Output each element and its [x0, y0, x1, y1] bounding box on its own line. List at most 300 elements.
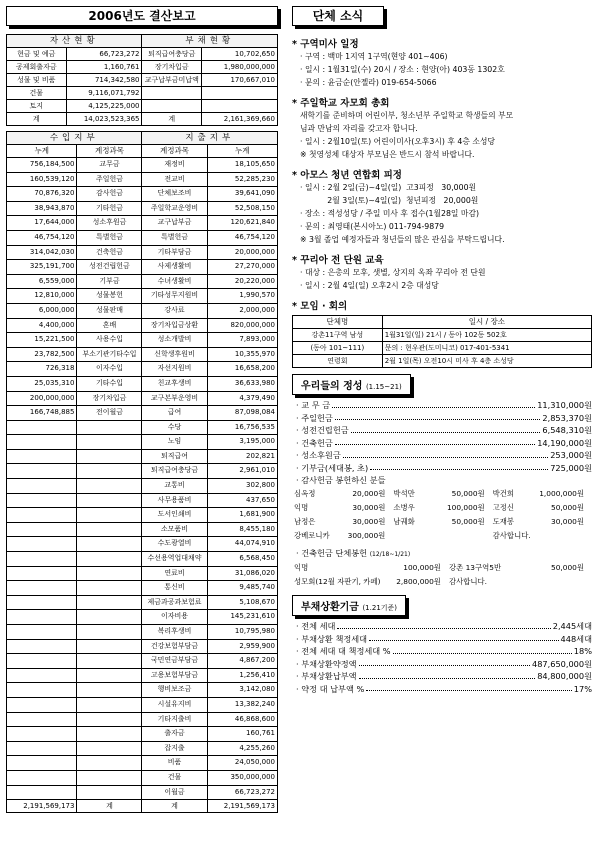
income-total-cell: 4,400,000	[7, 318, 77, 333]
expense-total-cell: 437,650	[207, 493, 277, 508]
asset-label: 공제회출자금	[7, 61, 67, 74]
donor-entry	[393, 529, 492, 543]
empty-cell	[77, 770, 142, 785]
expense-total-cell: 13,382,240	[207, 697, 277, 712]
table-row	[7, 581, 278, 596]
expense-total-cell: 31,086,020	[207, 566, 277, 581]
donor-name: 익명	[294, 503, 309, 512]
income-account-cell: 부소기관기타수입	[77, 347, 142, 362]
income-total-cell: 38,943,870	[7, 201, 77, 216]
donor-amount: 50,000원	[551, 503, 584, 512]
debt-row-value: 448세대	[560, 633, 592, 644]
meeting-info: 1월31일(일) 21시 / 동아 102동 502호	[382, 329, 591, 342]
empty-cell	[77, 435, 142, 450]
balance-row	[7, 74, 278, 87]
table-row	[7, 362, 278, 377]
expense-header: 지출지부	[142, 132, 278, 145]
expense-total-cell: 10,355,970	[207, 347, 277, 362]
offering-row-value: 253,000원	[550, 450, 592, 460]
expense-total-label: 계	[142, 800, 207, 813]
section-title: * 모임 · 회의	[292, 301, 348, 312]
income-header: 수입지부	[7, 132, 142, 145]
expense-account-cell: 자선지원비	[142, 362, 207, 377]
expense-account-cell: 고용보험부담금	[142, 668, 207, 683]
offering-row-label: · 건축헌금	[296, 437, 333, 448]
debt-row	[292, 658, 592, 671]
expense-total-cell: 160,761	[207, 727, 277, 742]
section-line: ※ 첫영성체 대상자 부모님은 반드시 참석 바랍니다.	[300, 150, 475, 159]
section-body	[292, 50, 592, 89]
empty-cell	[77, 756, 142, 771]
expense-total-cell: 1,256,410	[207, 668, 277, 683]
income-total-cell: 166,748,885	[7, 406, 77, 421]
expense-account-cell: 수녀생활비	[142, 274, 207, 289]
donor-entry	[493, 515, 592, 529]
income-account-cell: 성전건립헌금	[77, 260, 142, 275]
table-row	[7, 303, 278, 318]
income-total-cell: 70,876,320	[7, 187, 77, 202]
expense-total-cell: 4,379,490	[207, 391, 277, 406]
table-row	[7, 318, 278, 333]
liability-label: 장기차입금	[142, 61, 202, 74]
table-row	[7, 522, 278, 537]
expense-col-account: 계정과목	[142, 145, 207, 158]
table-row	[7, 537, 278, 552]
donor-amount: 300,000원	[347, 531, 386, 540]
expense-total-cell: 120,621,840	[207, 216, 277, 231]
empty-cell	[77, 508, 142, 523]
empty-cell	[77, 668, 142, 683]
table-row	[7, 683, 278, 698]
income-account-cell: 성물판매	[77, 303, 142, 318]
expense-total-cell: 4,255,260	[207, 741, 277, 756]
income-account-cell: 기부금	[77, 274, 142, 289]
empty-cell	[7, 668, 77, 683]
liability-label: 교구납부금미납액	[142, 74, 202, 87]
expense-account-cell: 기타성무지원비	[142, 289, 207, 304]
group-donor-row	[292, 561, 592, 575]
empty-cell	[7, 566, 77, 581]
expense-total-cell: 3,195,000	[207, 435, 277, 450]
expense-total-cell: 2,961,010	[207, 464, 277, 479]
offering-row-leader	[335, 437, 535, 446]
section-line: 새학기를 준비하며 어린이부, 청소년부 주일학교 학생들의 부모	[300, 111, 514, 120]
income-total-cell: 200,000,000	[7, 391, 77, 406]
empty-cell	[77, 552, 142, 567]
expense-total-cell: 10,795,980	[207, 625, 277, 640]
expense-account-cell: 친교후생비	[142, 376, 207, 391]
expense-account-cell: 교통비	[142, 479, 207, 494]
empty-cell	[77, 493, 142, 508]
section-title: * 꾸리아 전 단원 교육	[292, 255, 384, 266]
offering-row-label: · 교 무 금	[296, 400, 331, 410]
expense-account-cell: 급여	[142, 406, 207, 421]
offering-row-leader	[370, 462, 548, 471]
debt-row-leader	[393, 645, 572, 654]
group-donor-right	[449, 561, 592, 575]
empty-cell	[77, 595, 142, 610]
expense-account-cell: 기타지출비	[142, 712, 207, 727]
income-account-cell: 장기차입금	[77, 391, 142, 406]
debt-row	[292, 633, 592, 646]
debt-title: 부채상환기금 (1.21기준)	[292, 595, 406, 616]
donor-name: 감사합니다.	[492, 531, 531, 540]
empty-cell	[7, 508, 77, 523]
expense-account-cell: 잡지출	[142, 741, 207, 756]
income-account-cell: 기타수입	[77, 376, 142, 391]
empty-cell	[7, 639, 77, 654]
expense-account-cell: 사제생활비	[142, 260, 207, 275]
expense-account-cell: 장기차입금상환	[142, 318, 207, 333]
table-row	[7, 347, 278, 362]
donor-name: 소병우	[393, 503, 415, 512]
debt-row-leader	[337, 620, 550, 629]
donor-name: 박석만	[393, 489, 415, 498]
section-line: · 대상 : 은총의 모후, 샛별, 상지의 옥좌 꾸리아 전 단원	[300, 268, 486, 277]
asset-value: 4,125,225,000	[66, 100, 142, 113]
income-total-cell: 12,810,000	[7, 289, 77, 304]
group-donor-amount: 100,000원	[403, 563, 441, 572]
debt-row-value: 487,650,000원	[532, 658, 592, 669]
table-row	[7, 552, 278, 567]
donor-amount: 30,000원	[352, 517, 386, 526]
expense-total-cell: 302,800	[207, 479, 277, 494]
expense-account-cell: 소모품비	[142, 522, 207, 537]
section-title: * 구역미사 일정	[292, 39, 359, 50]
donor-entry	[493, 529, 592, 543]
empty-cell	[77, 581, 142, 596]
group-title: · 건축헌금 단체봉헌 (12/18~1/21)	[296, 548, 411, 558]
debt-row-label: · 부채상환납부액	[296, 671, 357, 681]
group-donor-left	[294, 575, 449, 589]
donor-name: 심옥정	[294, 489, 316, 498]
debt-row-leader	[366, 683, 572, 692]
offering-row	[292, 412, 592, 425]
table-row	[7, 697, 278, 712]
expense-account-cell: 성소개발비	[142, 333, 207, 348]
meeting-table	[292, 315, 592, 368]
table-row	[7, 654, 278, 669]
meeting-group: 연령회	[293, 355, 383, 368]
expense-total-cell: 27,270,000	[207, 260, 277, 275]
expense-total-cell: 145,231,610	[207, 610, 277, 625]
empty-cell	[77, 610, 142, 625]
offering-row-label: · 주일헌금	[296, 412, 333, 423]
table-row	[7, 216, 278, 231]
table-row	[7, 479, 278, 494]
table-row	[7, 172, 278, 187]
table-row	[7, 289, 278, 304]
liability-value	[202, 100, 278, 113]
expense-account-cell: 사무용품비	[142, 493, 207, 508]
asset-value: 1,160,761	[66, 61, 142, 74]
empty-cell	[7, 522, 77, 537]
table-row	[7, 668, 278, 683]
table-row	[7, 201, 278, 216]
balance-row	[7, 48, 278, 61]
expense-total-cell: 1,990,570	[207, 289, 277, 304]
income-total: 2,191,569,173	[7, 800, 77, 813]
section-line: 2월 3일(토)~4일(일) 청년피정 20,000원	[300, 196, 479, 205]
section-body	[292, 109, 592, 161]
empty-cell	[7, 595, 77, 610]
expense-total-cell: 46,754,120	[207, 230, 277, 245]
empty-cell	[77, 741, 142, 756]
meeting-group: (동아 101~111)	[293, 342, 383, 355]
offerings-list	[292, 399, 592, 474]
empty-cell	[77, 464, 142, 479]
empty-cell	[7, 479, 77, 494]
debt-row-value: 18%	[573, 646, 592, 656]
expense-account-cell: 특별헌금	[142, 230, 207, 245]
expense-account-cell: 제금과공과보험료	[142, 595, 207, 610]
expense-total-cell: 36,633,980	[207, 376, 277, 391]
liability-value: 2,161,369,660	[202, 113, 278, 126]
donor-name: 남궤화	[393, 517, 415, 526]
offering-row-leader	[343, 449, 548, 458]
empty-cell	[7, 610, 77, 625]
section-body	[292, 266, 592, 292]
table-row	[7, 406, 278, 421]
expense-account-cell: 연료비	[142, 566, 207, 581]
asset-label: 성물 및 비품	[7, 74, 67, 87]
empty-cell	[7, 727, 77, 742]
empty-cell	[7, 449, 77, 464]
debt-row-leader	[369, 633, 558, 642]
income-account-cell: 혼배	[77, 318, 142, 333]
expense-total-cell: 18,105,650	[207, 158, 277, 173]
income-account-cell: 성소후원금	[77, 216, 142, 231]
expense-account-cell: 신학생후원비	[142, 347, 207, 362]
income-total-cell: 6,000,000	[7, 303, 77, 318]
debt-row-leader	[359, 658, 530, 667]
empty-cell	[7, 741, 77, 756]
liabilities-header: 부채현황	[142, 35, 278, 48]
empty-cell	[7, 435, 77, 450]
income-account-cell: 전이월금	[77, 406, 142, 421]
offering-row-leader	[335, 412, 541, 421]
news-column	[292, 6, 592, 695]
empty-cell	[77, 712, 142, 727]
table-row	[7, 610, 278, 625]
expense-account-cell: 교구납부금	[142, 216, 207, 231]
liability-value	[202, 87, 278, 100]
section-title: * 주일학교 자모회 총회	[292, 98, 390, 109]
asset-label: 건물	[7, 87, 67, 100]
donor-name: 도재봉	[492, 517, 515, 526]
liability-label: 퇴직급여충당금	[142, 48, 202, 61]
table-row	[7, 595, 278, 610]
table-row	[7, 391, 278, 406]
expense-account-cell: 행비보조금	[142, 683, 207, 698]
balance-table	[6, 34, 278, 126]
table-row	[7, 158, 278, 173]
expense-total-cell: 2,000,000	[207, 303, 277, 318]
donor-amount: 50,000원	[451, 489, 485, 498]
empty-cell	[7, 785, 77, 800]
offerings-title: 우리들의 정성 (1.15~21)	[292, 374, 411, 395]
expense-total-cell: 46,868,600	[207, 712, 277, 727]
empty-cell	[7, 552, 77, 567]
expense-col-total: 누계	[207, 145, 277, 158]
liability-label	[142, 100, 202, 113]
group-donor-amount: 50,000원	[551, 563, 584, 572]
offering-row-value: 6,548,310원	[542, 425, 592, 435]
debt-row-label: · 약정 대 납부액 %	[296, 683, 365, 694]
donor-entry	[393, 487, 492, 501]
income-total-cell: 6,559,000	[7, 274, 77, 289]
empty-cell	[77, 697, 142, 712]
donor-amount: 50,000원	[451, 517, 485, 526]
table-row	[7, 420, 278, 435]
expense-total-cell: 16,658,200	[207, 362, 277, 377]
expense-account-cell: 통신비	[142, 581, 207, 596]
donor-name: 박건희	[492, 489, 515, 498]
expense-account-cell: 국민연금부담금	[142, 654, 207, 669]
section-line: ※ 3월 졸업 예정자들과 청년들의 많은 관심을 부탁드립니다.	[300, 235, 505, 244]
group-donors	[292, 561, 592, 589]
expense-account-cell: 건강보험부담금	[142, 639, 207, 654]
empty-cell	[77, 522, 142, 537]
meeting-row	[293, 329, 592, 342]
asset-label: 현금 및 예금	[7, 48, 67, 61]
group-donor-amount: 2,800,000원	[396, 577, 441, 586]
donors-grid	[292, 487, 592, 543]
donor-name: 남정은	[294, 517, 316, 526]
empty-cell	[77, 639, 142, 654]
table-row	[7, 464, 278, 479]
offering-row-leader	[332, 399, 535, 408]
donor-amount: 20,000원	[352, 489, 386, 498]
income-total-cell: 756,184,500	[7, 158, 77, 173]
empty-cell	[7, 464, 77, 479]
expense-total-cell: 4,867,200	[207, 654, 277, 669]
meeting-row	[293, 355, 592, 368]
expense-account-cell: 건물	[142, 770, 207, 785]
donor-entry	[294, 515, 393, 529]
offering-row	[292, 437, 592, 450]
donor-name: 고정신	[492, 503, 515, 512]
expense-account-cell: 퇴직급여충당금	[142, 464, 207, 479]
empty-cell	[77, 654, 142, 669]
expense-account-cell: 이월금	[142, 785, 207, 800]
donor-amount: 30,000원	[551, 517, 584, 526]
expense-account-cell: 주일학교운영비	[142, 201, 207, 216]
empty-cell	[7, 770, 77, 785]
donors-title: · 감사헌금 봉헌하신 분들	[296, 475, 386, 485]
donor-entry	[294, 501, 393, 515]
expense-total-cell: 9,485,740	[207, 581, 277, 596]
report-title: 2006년도 결산보고	[6, 6, 278, 26]
empty-cell	[77, 537, 142, 552]
expense-total-cell: 7,893,000	[207, 333, 277, 348]
asset-value: 714,342,580	[66, 74, 142, 87]
offering-row-label: · 성소후원금	[296, 450, 341, 460]
expense-total-cell: 3,142,080	[207, 683, 277, 698]
meeting-row	[293, 342, 592, 355]
income-account-cell: 건축헌금	[77, 245, 142, 260]
section-line: · 일시 : 2월 4일(일) 오후2시 2층 대성당	[300, 281, 439, 290]
expense-account-cell: 강사료	[142, 303, 207, 318]
empty-cell	[7, 712, 77, 727]
liability-label	[142, 87, 202, 100]
group-donor-left	[294, 561, 449, 575]
income-account-cell: 이자수입	[77, 362, 142, 377]
donor-entry	[493, 501, 592, 515]
table-row	[7, 493, 278, 508]
expense-account-cell: 재정비	[142, 158, 207, 173]
section-line: · 문의 : 최영태(본시아노) 011-794-9879	[300, 222, 445, 231]
offering-row-label: · 성전건립헌금	[296, 425, 349, 435]
balance-row	[7, 113, 278, 126]
donor-entry	[294, 529, 393, 543]
expense-total-cell: 44,074,910	[207, 537, 277, 552]
expense-account-cell: 기타부담금	[142, 245, 207, 260]
table-row	[7, 625, 278, 640]
section-line: · 문의 : 윤금순(안젤라) 019-654-5066	[300, 78, 437, 87]
expense-total-cell: 820,000,000	[207, 318, 277, 333]
income-total-cell: 23,782,500	[7, 347, 77, 362]
section-line: · 구역 : 백마 1지역 1구역(현양 401~406)	[300, 52, 448, 61]
expense-account-cell: 출자금	[142, 727, 207, 742]
empty-cell	[7, 697, 77, 712]
empty-cell	[7, 493, 77, 508]
debt-list	[292, 620, 592, 695]
empty-cell	[7, 537, 77, 552]
offering-row-value: 725,000원	[550, 462, 592, 473]
expense-account-cell: 퇴직급여	[142, 449, 207, 464]
expense-total-cell: 24,050,000	[207, 756, 277, 771]
table-row	[7, 187, 278, 202]
expense-account-cell: 단체보조비	[142, 187, 207, 202]
table-row	[7, 566, 278, 581]
donor-name: 강베로니카	[294, 531, 330, 540]
income-account-cell: 사용수입	[77, 333, 142, 348]
income-total-cell: 15,221,500	[7, 333, 77, 348]
expense-total-cell: 8,455,180	[207, 522, 277, 537]
expense-account-cell: 이자비용	[142, 610, 207, 625]
empty-cell	[7, 420, 77, 435]
income-account-cell: 감사헌금	[77, 187, 142, 202]
income-account-cell: 기타헌금	[77, 201, 142, 216]
expense-total-cell: 87,098,084	[207, 406, 277, 421]
table-row	[7, 712, 278, 727]
expense-total: 2,191,569,173	[207, 800, 277, 813]
income-expense-table	[6, 131, 278, 813]
empty-cell	[7, 756, 77, 771]
offering-row	[292, 449, 592, 462]
debt-row-label: · 전체 세대 대 책정세대 %	[296, 646, 391, 656]
asset-value: 66,723,272	[66, 48, 142, 61]
income-total-cell: 314,042,030	[7, 245, 77, 260]
empty-cell	[77, 683, 142, 698]
group-donor-name: 익명	[294, 563, 309, 572]
offering-row-leader	[351, 424, 541, 433]
meeting-info: 문의 : 현우관(도미니코) 017-401-5341	[382, 342, 591, 355]
donor-entry	[393, 501, 492, 515]
empty-cell	[7, 683, 77, 698]
offering-row-value: 11,310,000원	[537, 400, 592, 410]
table-row	[7, 727, 278, 742]
empty-cell	[77, 449, 142, 464]
expense-total-cell: 20,000,000	[207, 245, 277, 260]
donor-entry	[393, 515, 492, 529]
meeting-info: 2월 1일(목) 오전10시 미사 후 4층 소성당	[382, 355, 591, 368]
offering-row	[292, 399, 592, 412]
expense-total-cell: 20,220,000	[207, 274, 277, 289]
group-donor-name: 감사합니다.	[448, 577, 487, 586]
expense-total-cell: 6,568,450	[207, 552, 277, 567]
